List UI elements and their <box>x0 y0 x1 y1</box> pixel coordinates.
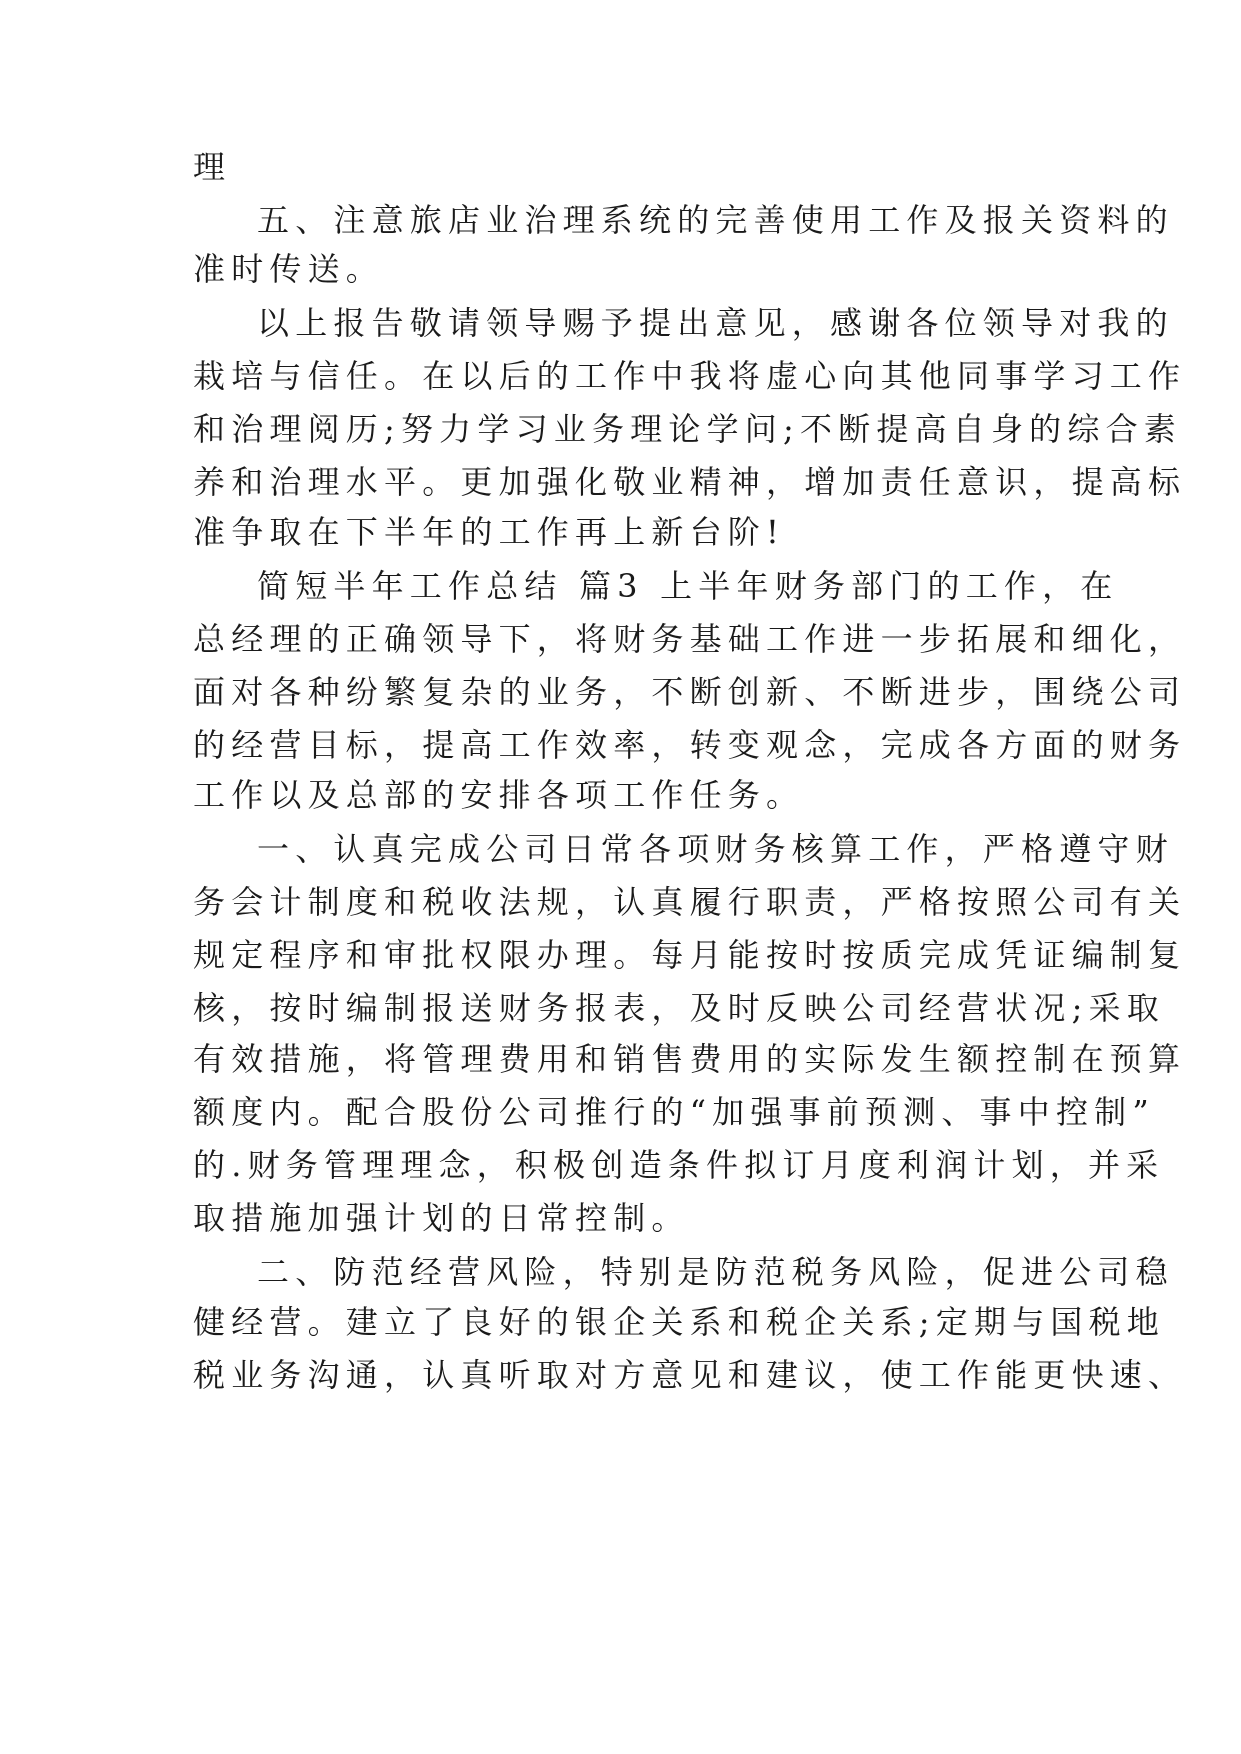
text-line: 二、防范经营风险，特别是防范税务风险，促进公司稳 <box>257 1253 1174 1291</box>
text-line: 总经理的正确领导下，将财务基础工作进一步拓展和细化， <box>193 620 1187 658</box>
text-line: 工作以及总部的安排各项工作任务。 <box>193 776 805 814</box>
text-line: 准争取在下半年的工作再上新台阶! <box>193 513 786 551</box>
text-line: 以上报告敬请领导赐予提出意见，感谢各位领导对我的 <box>257 304 1174 342</box>
text-line: 理 <box>193 148 232 186</box>
text-line: 规定程序和审批权限办理。每月能按时按质完成凭证编制复 <box>193 936 1187 974</box>
text-line: 和治理阅历;努力学习业务理论学问;不断提高自身的综合素 <box>193 410 1182 448</box>
text-line: 健经营。建立了良好的银企关系和税企关系;定期与国税地 <box>193 1303 1165 1341</box>
text-line: 有效措施，将管理费用和销售费用的实际发生额控制在预算 <box>193 1040 1187 1078</box>
text-line: 养和治理水平。更加强化敬业精神，增加责任意识，提高标 <box>193 463 1187 501</box>
text-line: 面对各种纷繁复杂的业务，不断创新、不断进步，围绕公司 <box>193 673 1187 711</box>
text-line: 额度内。配合股份公司推行的“加强事前预测、事中控制” <box>193 1093 1155 1131</box>
text-line: 栽培与信任。在以后的工作中我将虚心向其他同事学习工作 <box>193 357 1187 395</box>
text-line: 的经营目标，提高工作效率，转变观念，完成各方面的财务 <box>193 726 1187 764</box>
text-line: 五、注意旅店业治理系统的完善使用工作及报关资料的 <box>257 201 1174 239</box>
text-line: 一、认真完成公司日常各项财务核算工作，严格遵守财 <box>257 830 1174 868</box>
text-line: 准时传送。 <box>193 250 385 288</box>
text-line: 的.财务管理理念，积极创造条件拟订月度利润计划，并采 <box>193 1146 1165 1184</box>
text-line: 务会计制度和税收法规，认真履行职责，严格按照公司有关 <box>193 883 1187 921</box>
text-line: 税业务沟通，认真听取对方意见和建议，使工作能更快速、 <box>193 1356 1187 1394</box>
section-heading-line: 简短半年工作总结 篇3 上半年财务部门的工作，在 <box>257 567 1119 605</box>
text-line: 取措施加强计划的日常控制。 <box>193 1199 690 1237</box>
text-line: 核，按时编制报送财务报表，及时反映公司经营状况;采取 <box>193 989 1165 1027</box>
